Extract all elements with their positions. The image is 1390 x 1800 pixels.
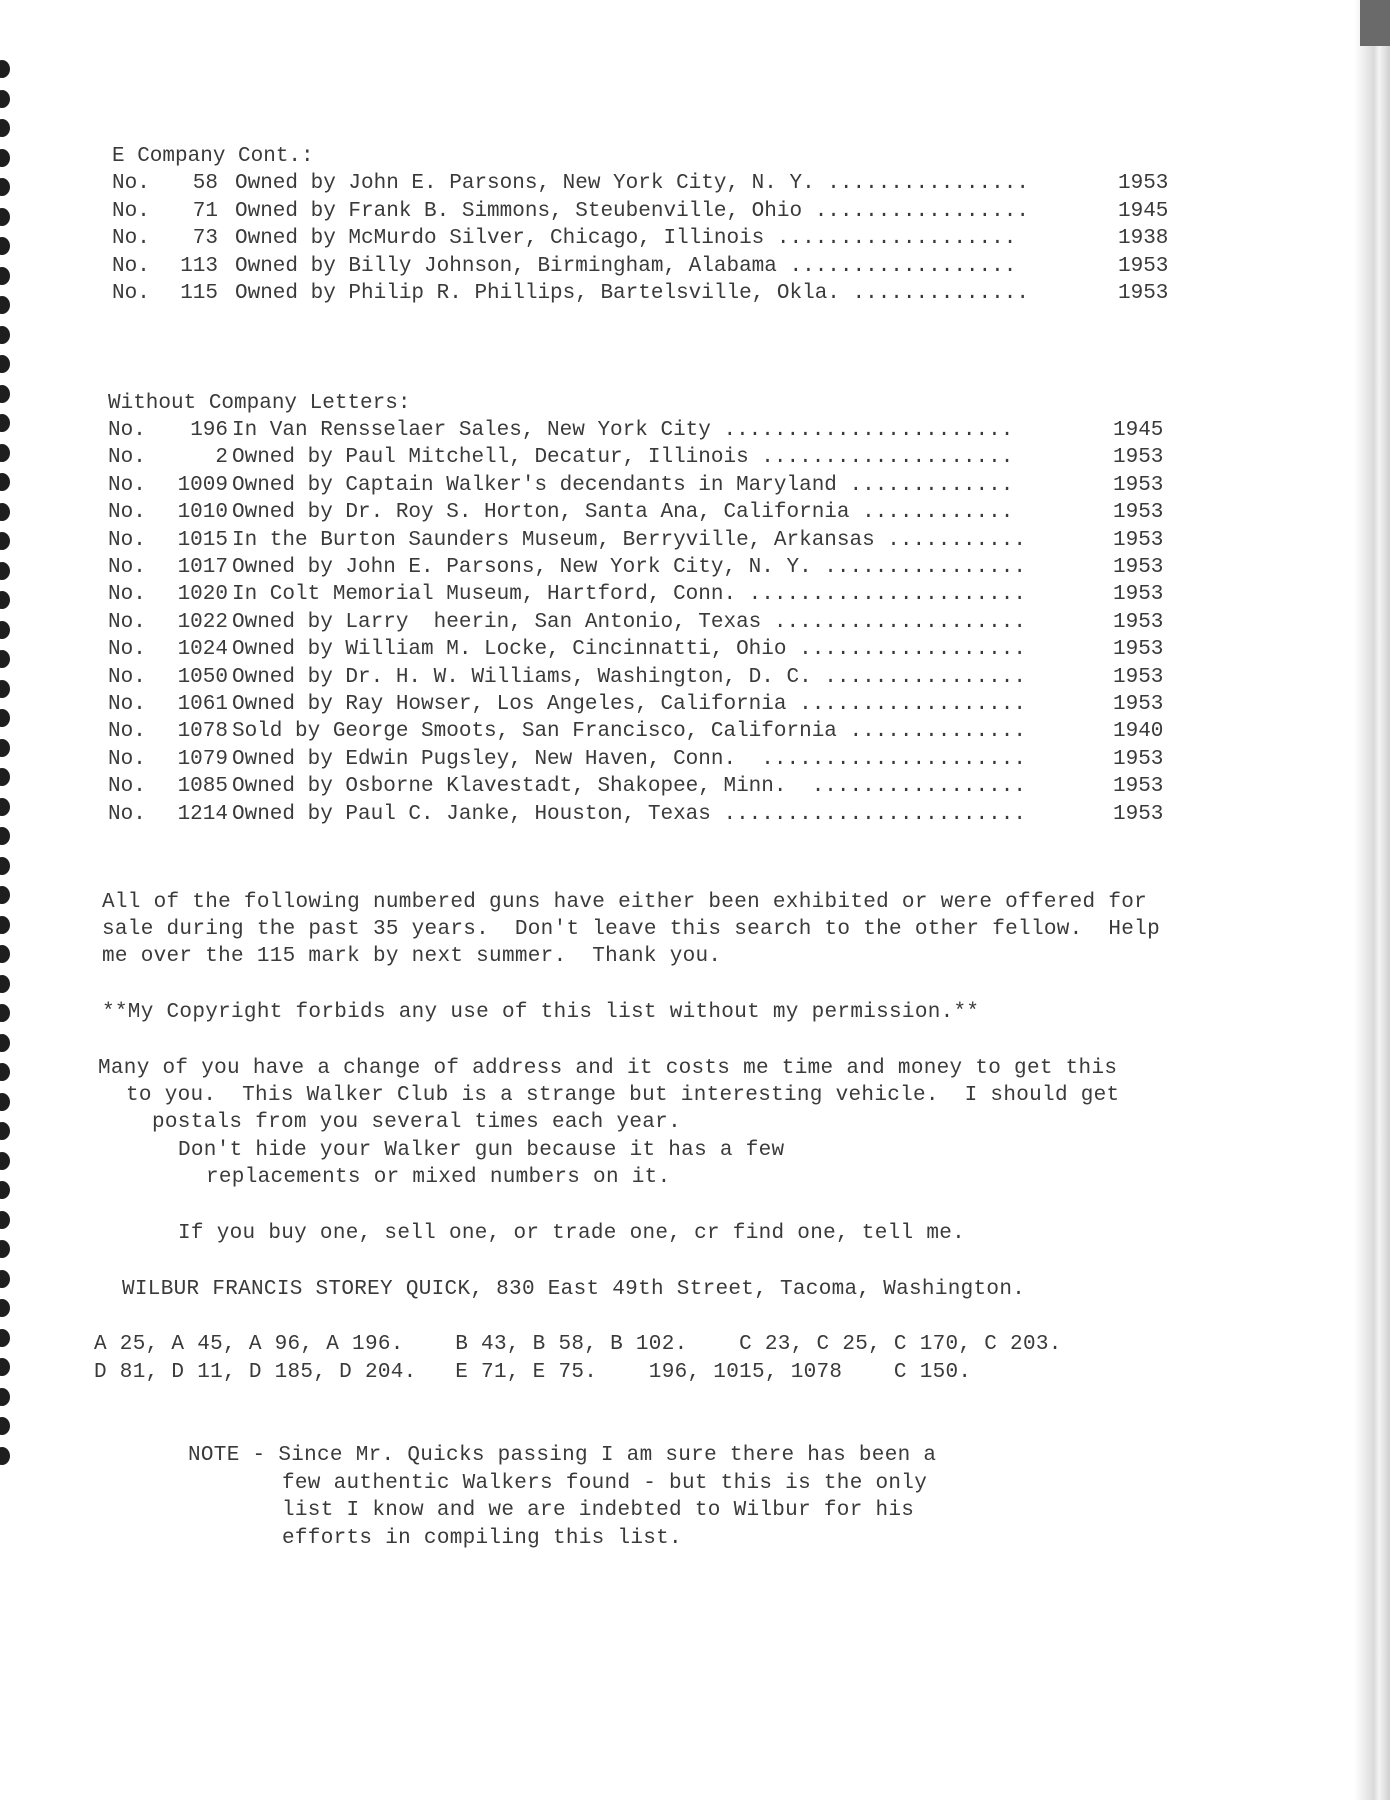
binding-hole xyxy=(0,827,10,845)
row-description: Owned by Dr. Roy S. Horton, Santa Ana, California ............ xyxy=(232,501,1014,525)
binding-hole xyxy=(0,739,10,757)
row-number: 1024 xyxy=(177,638,228,662)
binding-hole xyxy=(0,1329,10,1347)
section-title-without-letters: Without Company Letters: xyxy=(108,392,411,415)
row-number: 1022 xyxy=(177,610,228,634)
binding-hole xyxy=(0,621,10,639)
list-row xyxy=(108,583,1208,609)
paragraph-line: me over the 115 mark by next summer. Thank you. xyxy=(102,945,722,968)
row-prefix: No. xyxy=(108,747,146,771)
row-prefix: No. xyxy=(112,172,150,195)
note-line: NOTE - Since Mr. Quicks passing I am sure there has been a xyxy=(188,1444,937,1467)
binding-hole xyxy=(0,1240,10,1258)
binding-hole xyxy=(0,562,10,580)
row-year: 1953 xyxy=(1113,556,1164,579)
row-description: Owned by John E. Parsons, New York City, N. Y. ................ xyxy=(232,556,1026,579)
list-row xyxy=(108,666,1208,692)
row-prefix: No. xyxy=(112,282,150,305)
row-description: Owned by Ray Howser, Los Angeles, California .................. xyxy=(232,693,1026,716)
binding-hole xyxy=(0,916,10,934)
row-year: 1953 xyxy=(1113,802,1164,826)
row-year: 1953 xyxy=(1113,473,1164,497)
list-row xyxy=(112,282,1212,308)
row-number: 73 xyxy=(192,227,218,250)
row-description: In Van Rensselaer Sales, New York City ....................... xyxy=(232,419,1014,442)
row-year: 1945 xyxy=(1118,199,1169,223)
list-row xyxy=(108,446,1208,472)
paragraph-line: to you. This Walker Club is a strange but interesting vehicle. I should get xyxy=(126,1084,1120,1107)
binding-hole xyxy=(0,1270,10,1288)
buy-sell-line: If you buy one, sell one, or trade one, cr find one, tell me. xyxy=(178,1222,966,1245)
binding-hole xyxy=(0,768,10,786)
row-prefix: No. xyxy=(108,556,146,579)
row-year: 1945 xyxy=(1113,419,1164,442)
binding-hole xyxy=(0,90,10,108)
row-number: 1079 xyxy=(177,747,228,771)
row-year: 1940 xyxy=(1113,720,1164,744)
paragraph-line: postals from you several times each year. xyxy=(152,1111,681,1134)
row-number: 1009 xyxy=(177,473,228,497)
list-row xyxy=(108,748,1208,774)
binding-hole xyxy=(0,473,10,491)
row-description: In Colt Memorial Museum, Hartford, Conn. ...................... xyxy=(232,583,1026,607)
row-prefix: No. xyxy=(108,583,146,607)
row-prefix: No. xyxy=(112,199,150,223)
note-line: few authentic Walkers found - but this is the only xyxy=(282,1472,928,1495)
row-prefix: No. xyxy=(108,419,146,442)
spiral-binding-holes xyxy=(0,60,14,1490)
row-year: 1953 xyxy=(1113,665,1164,689)
gun-numbers-line: A 25, A 45, A 96, A 196. B 43, B 58, B 102. C 23, C 25, C 170, C 203. xyxy=(94,1333,1062,1356)
row-description: Owned by Captain Walker's decendants in Maryland ............. xyxy=(232,473,1014,497)
row-prefix: No. xyxy=(108,528,146,552)
binding-hole xyxy=(0,1152,10,1170)
binding-hole xyxy=(0,326,10,344)
row-description: Owned by William M. Locke, Cincinnatti, Ohio .................. xyxy=(232,638,1026,662)
row-year: 1953 xyxy=(1113,747,1164,771)
row-prefix: No. xyxy=(108,501,146,525)
note-line: list I know and we are indebted to Wilbur for his xyxy=(282,1499,915,1522)
list-row xyxy=(108,720,1208,746)
row-year: 1953 xyxy=(1118,254,1169,278)
binding-hole xyxy=(0,1211,10,1229)
binding-hole xyxy=(0,414,10,432)
binding-hole xyxy=(0,857,10,875)
row-number: 196 xyxy=(190,419,228,442)
list-row xyxy=(112,227,1212,253)
row-description: Owned by Philip R. Phillips, Bartelsville, Okla. .............. xyxy=(235,282,1029,305)
binding-hole xyxy=(0,267,10,285)
row-number: 115 xyxy=(180,282,218,305)
binding-hole xyxy=(0,119,10,137)
row-number: 1078 xyxy=(177,720,228,744)
row-year: 1953 xyxy=(1113,528,1164,552)
binding-hole xyxy=(0,1122,10,1140)
list-row xyxy=(112,255,1212,281)
section-title-e-company: E Company Cont.: xyxy=(112,145,314,168)
row-number: 1214 xyxy=(177,802,228,826)
binding-hole xyxy=(0,444,10,462)
binding-hole xyxy=(0,975,10,993)
row-year: 1938 xyxy=(1118,227,1169,250)
row-description: Owned by Dr. H. W. Williams, Washington, D. C. ................ xyxy=(232,665,1026,689)
row-description: Owned by Paul Mitchell, Decatur, Illinois .................... xyxy=(232,446,1014,470)
row-number: 1061 xyxy=(177,693,228,716)
row-number: 58 xyxy=(192,172,218,195)
binding-hole xyxy=(0,149,10,167)
note-line: efforts in compiling this list. xyxy=(282,1527,682,1550)
binding-hole xyxy=(0,798,10,816)
list-row xyxy=(108,803,1208,829)
paragraph-line: Many of you have a change of address and it costs me time and money to get this xyxy=(98,1057,1118,1080)
row-description: Owned by Edwin Pugsley, New Haven, Conn. ..................... xyxy=(232,747,1026,771)
row-year: 1953 xyxy=(1113,501,1164,525)
gun-numbers-line: D 81, D 11, D 185, D 204. E 71, E 75. 196, 1015, 1078 C 150. xyxy=(94,1361,972,1384)
copyright-notice: **My Copyright forbids any use of this list without my permission.** xyxy=(102,1001,980,1024)
row-prefix: No. xyxy=(108,802,146,826)
list-row xyxy=(108,611,1208,637)
binding-hole xyxy=(0,709,10,727)
list-row xyxy=(108,556,1208,582)
list-row xyxy=(108,775,1208,801)
row-year: 1953 xyxy=(1118,172,1169,195)
binding-hole xyxy=(0,60,10,78)
list-row xyxy=(108,693,1208,719)
row-year: 1953 xyxy=(1113,583,1164,607)
binding-hole xyxy=(0,1034,10,1052)
binding-hole xyxy=(0,680,10,698)
binding-hole xyxy=(0,1358,10,1376)
row-number: 1050 xyxy=(177,665,228,689)
row-description: Owned by Paul C. Janke, Houston, Texas ........................ xyxy=(232,802,1026,826)
row-year: 1953 xyxy=(1113,775,1164,799)
binding-hole xyxy=(0,355,10,373)
paragraph-line: All of the following numbered guns have either been exhibited or were offered for xyxy=(102,891,1148,914)
row-number: 1010 xyxy=(177,501,228,525)
binding-hole xyxy=(0,1299,10,1317)
row-number: 1020 xyxy=(177,583,228,607)
list-row xyxy=(108,638,1208,664)
row-description: In the Burton Saunders Museum, Berryville, Arkansas ........... xyxy=(232,528,1026,552)
row-number: 1085 xyxy=(177,775,228,799)
row-description: Sold by George Smoots, San Francisco, California .............. xyxy=(232,720,1026,744)
row-description: Owned by Billy Johnson, Birmingham, Alabama .................. xyxy=(235,254,1017,278)
row-number: 71 xyxy=(192,199,218,223)
row-prefix: No. xyxy=(108,775,146,799)
row-year: 1953 xyxy=(1113,446,1164,470)
list-row xyxy=(108,501,1208,527)
binding-hole xyxy=(0,1181,10,1199)
row-year: 1953 xyxy=(1113,610,1164,634)
row-prefix: No. xyxy=(108,720,146,744)
binding-hole xyxy=(0,1417,10,1435)
row-description: Owned by Larry heerin, San Antonio, Texas .................... xyxy=(232,610,1026,634)
row-year: 1953 xyxy=(1118,282,1169,305)
row-prefix: No. xyxy=(108,693,146,716)
paragraph-line: sale during the past 35 years. Don't leave this search to the other fellow. Help xyxy=(102,918,1160,941)
binding-hole xyxy=(0,1388,10,1406)
list-row xyxy=(112,200,1212,226)
binding-hole xyxy=(0,208,10,226)
row-prefix: No. xyxy=(108,610,146,634)
row-number: 113 xyxy=(180,254,218,278)
page-edge-shadow xyxy=(1354,0,1390,1800)
row-prefix: No. xyxy=(112,227,150,250)
row-number: 2 xyxy=(215,446,228,470)
row-description: Owned by John E. Parsons, New York City, N. Y. ................ xyxy=(235,172,1029,195)
row-prefix: No. xyxy=(108,638,146,662)
address-line: WILBUR FRANCIS STOREY QUICK, 830 East 49th Street, Tacoma, Washington. xyxy=(122,1278,1026,1301)
binding-hole xyxy=(0,650,10,668)
binding-hole xyxy=(0,178,10,196)
row-prefix: No. xyxy=(112,254,150,278)
binding-hole xyxy=(0,886,10,904)
binding-hole xyxy=(0,1004,10,1022)
binding-hole xyxy=(0,237,10,255)
binding-hole xyxy=(0,385,10,403)
row-prefix: No. xyxy=(108,473,146,497)
list-row xyxy=(108,474,1208,500)
row-number: 1017 xyxy=(177,556,228,579)
paragraph-line: replacements or mixed numbers on it. xyxy=(206,1166,671,1189)
row-description: Owned by McMurdo Silver, Chicago, Illinois ................... xyxy=(235,227,1017,250)
paragraph-line: Don't hide your Walker gun because it has a few xyxy=(178,1139,785,1162)
binding-hole xyxy=(0,945,10,963)
list-row xyxy=(112,172,1212,198)
row-description: Owned by Osborne Klavestadt, Shakopee, Minn. ................. xyxy=(232,775,1026,799)
list-row xyxy=(108,529,1208,555)
row-year: 1953 xyxy=(1113,638,1164,662)
binding-hole xyxy=(0,1063,10,1081)
list-row xyxy=(108,419,1208,445)
binding-hole xyxy=(0,1447,10,1465)
binding-hole xyxy=(0,591,10,609)
binding-hole xyxy=(0,532,10,550)
binding-hole xyxy=(0,296,10,314)
binding-hole xyxy=(0,1093,10,1111)
row-prefix: No. xyxy=(108,446,146,470)
row-prefix: No. xyxy=(108,665,146,689)
row-description: Owned by Frank B. Simmons, Steubenville, Ohio ................. xyxy=(235,199,1029,223)
row-number: 1015 xyxy=(177,528,228,552)
binding-hole xyxy=(0,503,10,521)
row-year: 1953 xyxy=(1113,693,1164,716)
